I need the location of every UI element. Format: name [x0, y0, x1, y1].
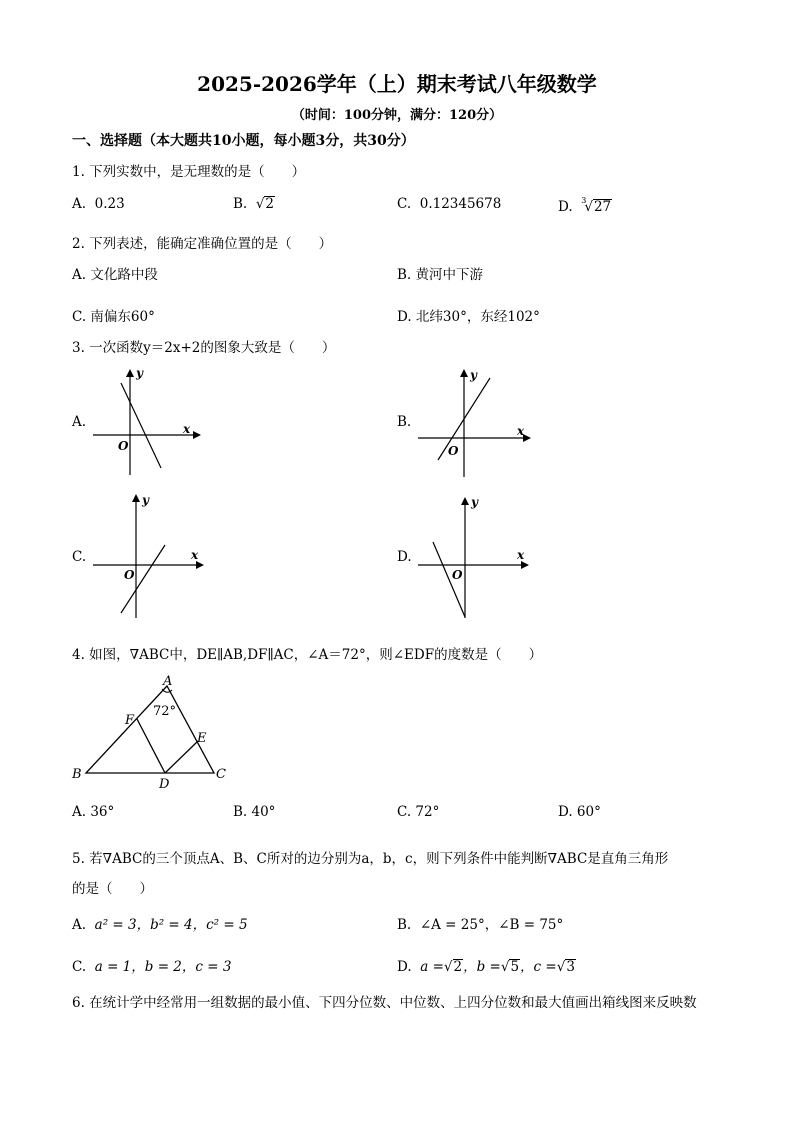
sqrt-symbol: √ — [443, 959, 453, 975]
origin-label: O — [118, 439, 129, 453]
origin-label: O — [124, 568, 135, 582]
y-axis-label: y — [142, 493, 149, 507]
q1-stem: 1. 下列实数中，是无理数的是（ ） — [72, 164, 306, 180]
q2-stem: 2. 下列表述，能确定准确位置的是（ ） — [72, 236, 333, 252]
exam-subtitle: （时间：100分钟，满分：120分） — [291, 108, 503, 123]
q1-c-value: 0.12345678 — [419, 196, 502, 212]
q5-option-b — [397, 913, 563, 933]
vertex-a-label: A — [163, 674, 173, 689]
q5-stem-line1: 5. 若∇ABC的三个顶点A、B、C所对的边分别为a，b，c，则下列条件中能判断∇ABC是直角三角形 — [72, 851, 669, 867]
vertex-d-label: D — [159, 777, 170, 792]
q3-graph-b — [413, 365, 538, 480]
origin-label: O — [448, 444, 459, 458]
q5-c-text: a = 1，b = 2，c = 3 — [94, 959, 232, 975]
angle-label: 72° — [153, 704, 177, 719]
q4-stem: 4. 如图，∇ABC中，DE∥AB,DF∥AC，∠A＝72°，则∠EDF的度数是（ ） — [72, 647, 543, 663]
origin-label: O — [452, 568, 463, 582]
q4-option-c: C. 72° — [397, 804, 440, 820]
q6-stem: 6. 在统计学中经常用一组数据的最小值、下四分位数、中位数、上四分位数和最大值画出箱线图来反映数 — [72, 995, 697, 1011]
q4-option-b: B. 40° — [233, 804, 276, 820]
q3-stem: 3. 一次函数y＝2x+2的图象大致是（ ） — [72, 340, 336, 356]
q2-option-d: D. 北纬30°，东经102° — [397, 309, 540, 325]
q1-a-value: 0.2̇3̇ — [94, 196, 125, 212]
sqrt-symbol: √ — [556, 959, 566, 975]
q1-option-b — [233, 196, 275, 212]
q5-d-root3: 3 — [566, 959, 575, 975]
q5-d-root1: 2 — [453, 959, 463, 975]
q3-option-c-label: C. — [72, 549, 87, 565]
sqrt-symbol: √ — [584, 199, 593, 215]
q5-b-text: ∠A = 25°，∠B = 75° — [419, 917, 564, 933]
q5-option-a — [72, 913, 248, 933]
q1-option-c — [397, 196, 501, 212]
x-axis-label: x — [191, 548, 199, 562]
q5-d-root2: 5 — [510, 959, 520, 975]
q5-d-mid1: ，b = — [463, 959, 501, 975]
q1-b-label: B. — [233, 196, 248, 212]
q1-c-label: C. — [397, 196, 412, 212]
q5-d-pre: a = — [420, 959, 444, 975]
vertex-f-label: F — [125, 713, 135, 728]
q1-d-label: D. — [558, 199, 573, 215]
q5-a-label: A. — [72, 917, 87, 933]
q5-c-label: C. — [72, 959, 87, 975]
q1-b-value: 2 — [265, 196, 275, 212]
sqrt-symbol: √ — [255, 196, 265, 212]
q5-stem-line2: 的是（ ） — [72, 881, 153, 897]
q3-option-a-label: A. — [72, 414, 87, 430]
q3-graph-a — [88, 365, 208, 480]
q2-option-c: C. 南偏东60° — [72, 309, 155, 325]
section-heading: 一、选择题（本大题共10小题，每小题3分，共30分） — [72, 133, 415, 149]
y-axis-label: y — [470, 368, 477, 382]
q1-option-a — [72, 196, 125, 212]
page-title: 2025-2026学年（上）期末考试八年级数学 — [197, 72, 597, 96]
q1-d-value: 27 — [593, 199, 612, 215]
q5-d-mid2: ，c = — [520, 959, 557, 975]
q3-option-d-label: D. — [397, 549, 412, 565]
q5-option-c — [72, 955, 231, 975]
sqrt-symbol: √ — [500, 959, 510, 975]
y-axis-label: y — [136, 366, 143, 380]
q5-b-label: B. — [397, 917, 412, 933]
q4-triangle-figure — [66, 668, 241, 796]
vertex-e-label: E — [197, 731, 207, 746]
cube-root-index: 3 — [581, 196, 587, 205]
q5-d-label: D. — [397, 959, 412, 975]
q5-a-text: a² = 3，b² = 4，c² = 5 — [94, 917, 248, 933]
q2-option-b: B. 黄河中下游 — [397, 267, 484, 283]
vertex-c-label: C — [216, 767, 226, 782]
q3-option-b-label: B. — [397, 414, 412, 430]
q3-graph-c — [88, 490, 208, 620]
q1-a-label: A. — [72, 196, 87, 212]
q4-option-a: A. 36° — [72, 804, 115, 820]
x-axis-label: x — [183, 422, 191, 436]
vertex-b-label: B — [72, 767, 82, 782]
q1-option-d — [558, 196, 612, 215]
q2-option-a: A. 文化路中段 — [72, 267, 158, 283]
x-axis-label: x — [517, 424, 525, 438]
y-axis-label: y — [471, 495, 478, 509]
q4-option-d: D. 60° — [558, 804, 601, 820]
x-axis-label: x — [517, 548, 525, 562]
q3-graph-d — [413, 490, 538, 620]
q5-option-d — [397, 955, 576, 975]
